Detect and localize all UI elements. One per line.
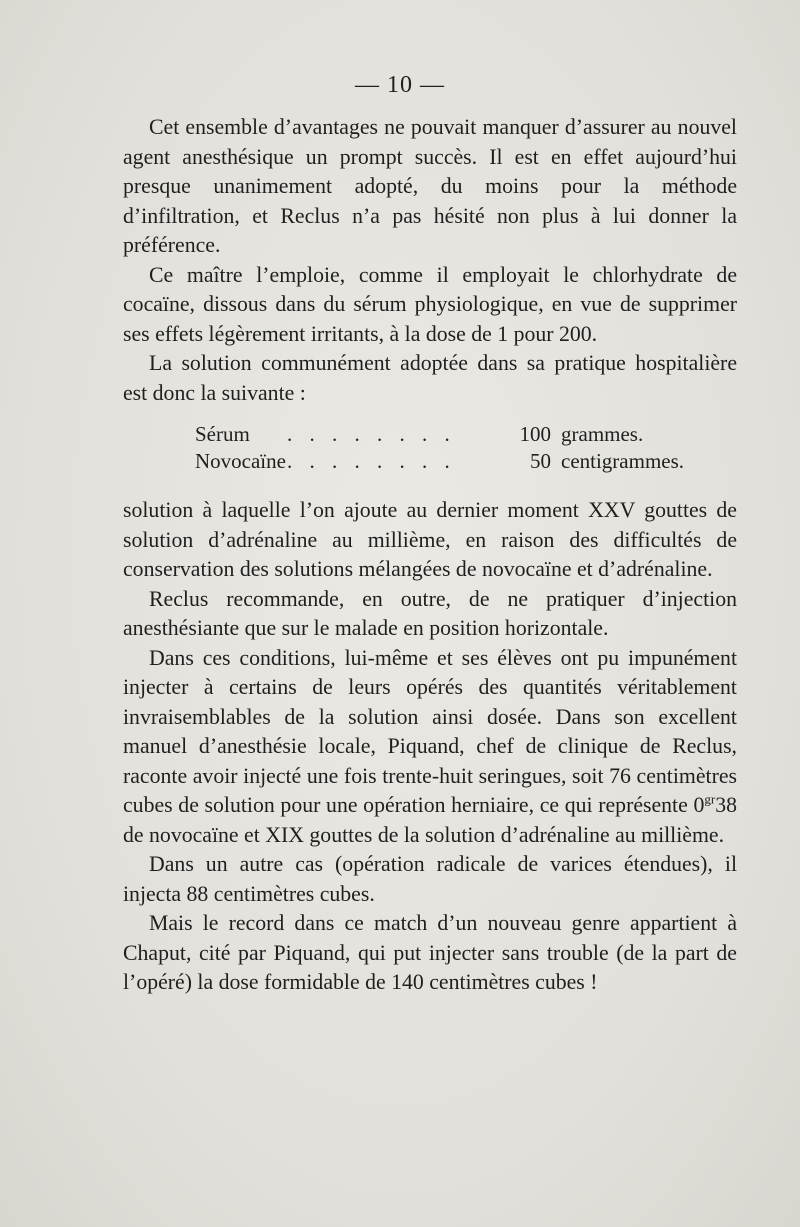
paragraph-record: Mais le record dans ce match d’un nouveau genre appartient à Chaput, cité par Piquand, qui put injecter sans trouble (de la part de l’opéré) la dose formidable de 140 centimètres cubes ! [123, 911, 737, 994]
formula-row-novocaine [195, 447, 715, 476]
solution-formula [123, 420, 737, 478]
dose-rest: de novocaïne et XIX gouttes de la solution d’adrénaline au millième. [123, 822, 725, 847]
paragraph-quantities-text: Dans ces conditions, lui-même et ses élèves ont pu impunément injecter à certains de leurs opérés des quantités véritablement invraisemblables de la solution ainsi dosée. Dans son excellent manuel d’anesthésie locale, Piquand, chef de clinique de Reclus, raconte avoir injecté une fois trente-huit seringues, soit 76 centimètres cubes de solution pour une opération herniaire, ce qui représente [123, 645, 737, 817]
formula-row-serum [195, 420, 715, 449]
formula-leader-dots: . . . . . . . . [287, 422, 456, 446]
formula-quantity: 50 [530, 449, 551, 473]
dose-unit: gr [704, 791, 716, 807]
paragraph-quantities [123, 644, 737, 851]
paragraph-advantages: Cet ensemble d’avantages ne pouvait manquer d’assurer au nouvel agent anesthésique un prompt succès. Il est en effet aujourd’hui presque unanimement adopté, du moins pour la méthode d’infiltration, et Reclus n’a pas hésité non plus à lui donner la préférence. [123, 115, 737, 257]
body-text [123, 113, 737, 998]
paragraph-adrenaline: solution à laquelle l’on ajoute au dernier moment XXV gouttes de solution d’adrénaline au millième, en raison des difficultés de conservation des solutions mélangées de novocaïne et d’adrénaline. [123, 498, 737, 581]
formula-quantity: 100 [519, 422, 551, 446]
formula-ingredient: Novocaïne [195, 449, 286, 473]
formula-ingredient: Sérum [195, 422, 250, 446]
paragraph-other-case: Dans un autre cas (opération radicale de varices étendues), il injecta 88 centimètres cubes. [123, 852, 737, 906]
paragraph-solution-intro: La solution communément adoptée dans sa pratique hospitalière est donc la suivante : [123, 351, 737, 405]
paragraph-master-usage: Ce maître l’emploie, comme il employait le chlorhydrate de cocaïne, dissous dans du sérum physiologique, en vue de supprimer ses effets légèrement irritants, à la dose de 1 pour 200. [123, 262, 737, 346]
formula-unit: grammes. [561, 422, 644, 446]
paragraph-horizontal-position: Reclus recommande, en outre, de ne pratiquer d’injection anesthésiante que sur le malade en position horizontale. [123, 586, 737, 640]
formula-leader-dots: . . . . . . . . [287, 449, 456, 473]
dose-prefix: 0 [693, 793, 705, 817]
page-number: — 10 — [355, 72, 445, 98]
dose-value: 38 [715, 793, 737, 817]
formula-unit: centigrammes. [561, 449, 685, 473]
